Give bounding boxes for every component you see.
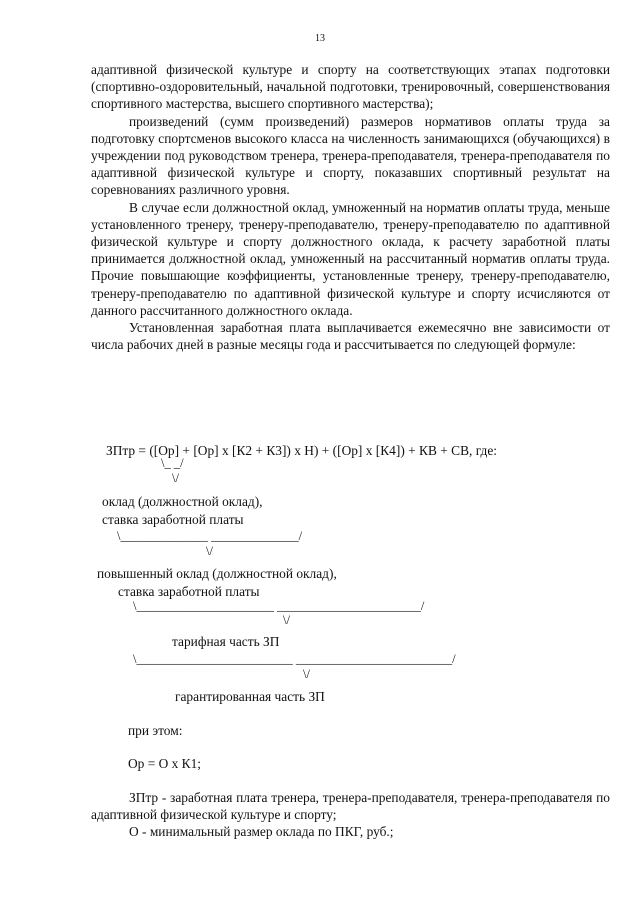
label-tariff-part: тарифная часть ЗП <box>172 634 280 649</box>
brace-3: \______________________ _______________________/ <box>133 599 425 613</box>
paragraph-3: В случае если должностной оклад, умноженный на норматив оплаты труда, меньше установленного тренеру, тренеру-преподавателю, тренеру-преподавателю по адаптивной физической культуре и спорту должностного оклада, к расчету заработной платы принимается должностной оклад, умноженный на рассчитанный норматив оплаты труда. Прочие повышающие коэффициенты, установленные тренеру, тренеру-преподавателю, тренеру-преподавателю по адаптивной физической культуре и спорту исчисляются от данного рассчитанного должностного оклада. <box>91 199 610 318</box>
definition-o: О - минимальный размер оклада по ПКГ, руб.; <box>129 824 394 840</box>
brace-2-vertex: \/ <box>206 544 213 558</box>
definitions <box>91 789 610 841</box>
op-formula: Ор = О х К1; <box>128 756 202 771</box>
brace-4-vertex: \/ <box>303 667 310 681</box>
definition-zptr: ЗПтр - заработная плата тренера, тренера-преподавателя, тренера-преподавателя по адаптивной физической культуре и спорту; <box>91 790 610 823</box>
paragraph-1: адаптивной физической культуре и спорту на соответствующих этапах подготовки (спортивно-оздоровительный, начальной подготовки, тренировочный, совершенствования спортивного мастерства, высшего спортивного мастерства); <box>91 62 610 112</box>
brace-2: \______________ ______________/ <box>117 529 303 543</box>
brace-4: \_________________________ _________________________/ <box>133 652 456 666</box>
brace-1-vertex: \/ <box>172 471 179 485</box>
where-label: при этом: <box>128 723 183 738</box>
paragraph-2: произведений (сумм произведений) размеров нормативов оплаты труда за подготовку спортсменов высокого класса на численность занимающихся (обучающихся) в учреждении под руководством тренера, тренера-преподавателя, тренера-преподавателя по адаптивной физической культуре и спорту, показавших спортивный результат на соревнованиях различного уровня. <box>91 113 610 198</box>
brace-1: \_ _/ <box>161 456 184 470</box>
page-number: 13 <box>315 33 325 44</box>
label-wage-rate-2: ставка заработной платы <box>118 584 260 599</box>
brace-3-vertex: \/ <box>283 613 290 627</box>
label-wage-rate-1: ставка заработной платы <box>102 512 244 527</box>
main-formula: ЗПтр = ([Ор] + [Ор] х [К2 + К3]) х Н) + ([Ор] х [К4]) + КВ + СВ, где: <box>106 443 498 458</box>
label-salary: оклад (должностной оклад), <box>102 494 263 509</box>
label-guaranteed-part: гарантированная часть ЗП <box>175 689 325 704</box>
label-increased-salary: повышенный оклад (должностной оклад), <box>97 566 337 581</box>
body-text <box>91 61 610 353</box>
paragraph-4: Установленная заработная плата выплачивается ежемесячно вне зависимости от числа рабочих дней в разные месяцы года и рассчитывается по следующей формуле: <box>91 320 610 353</box>
